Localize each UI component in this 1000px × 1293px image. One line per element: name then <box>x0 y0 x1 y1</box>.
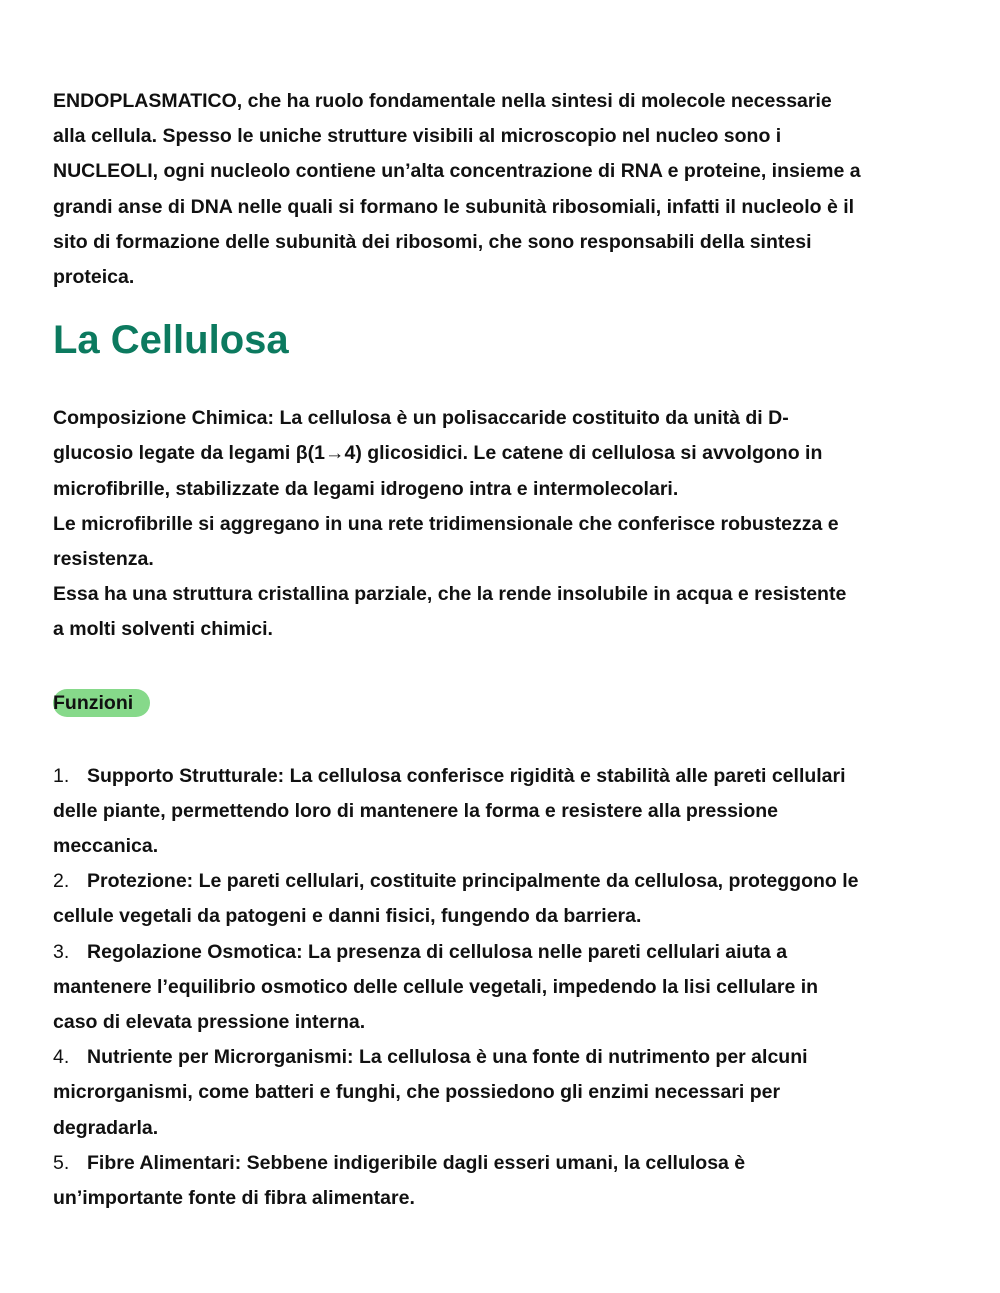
list-item-line: 4. Nutriente per Microrganismi: La cellulosa è una fonte di nutrimento per alcuni <box>53 1040 953 1075</box>
list-item-line: un’importante fonte di fibra alimentare. <box>53 1187 415 1210</box>
composition-line: Le microfibrille si aggregano in una rete tridimensionale che conferisce robustezza e <box>53 512 839 535</box>
list-item-line: microrganismi, come batteri e funghi, che possiedono gli enzimi necessari per <box>53 1081 781 1104</box>
list-number: 1. <box>53 764 70 787</box>
composition-line: Composizione Chimica: La cellulosa è un polisaccaride costituito da unità di D- <box>53 407 789 430</box>
intro-line: proteica. <box>53 266 135 289</box>
intro-line: sito di formazione delle subunità dei ribosomi, che sono responsabili della sintesi <box>53 230 812 253</box>
intro-line: grandi anse di DNA nelle quali si formano le subunità ribosomiali, infatti il nucleolo è il <box>53 195 855 218</box>
list-item-line: meccanica. <box>53 835 159 858</box>
list-number: 5. <box>53 1151 70 1174</box>
composition-line: Essa ha una struttura cristallina parziale, che la rende insolubile in acqua e resistente <box>53 583 847 606</box>
intro-paragraph <box>53 84 953 295</box>
list-item-line: 2. Protezione: Le pareti cellulari, costituite principalmente da cellulosa, proteggono le <box>53 864 953 899</box>
list-number: 3. <box>53 940 70 963</box>
list-item-line: delle piante, permettendo loro di mantenere la forma e resistere alla pressione <box>53 799 778 822</box>
composition-line: microfibrille, stabilizzate da legami idrogeno intra e intermolecolari. <box>53 477 679 500</box>
functions-highlight-label: Funzioni <box>53 689 150 717</box>
list-item-line: 5. Fibre Alimentari: Sebbene indigeribile dagli esseri umani, la cellulosa è <box>53 1146 953 1181</box>
document-page <box>53 84 953 1216</box>
composition-line: resistenza. <box>53 548 154 571</box>
list-item-line: caso di elevata pressione interna. <box>53 1011 366 1034</box>
list-number: 4. <box>53 1046 70 1069</box>
section-heading: La Cellulosa <box>53 318 289 363</box>
list-item-line: cellule vegetali da patogeni e danni fisici, fungendo da barriera. <box>53 905 642 928</box>
intro-line: alla cellula. Spesso le uniche strutture visibili al microscopio nel nucleo sono i <box>53 125 782 148</box>
intro-line: NUCLEOLI, ogni nucleolo contiene un’alta concentrazione di RNA e proteine, insieme a <box>53 160 861 183</box>
intro-line: ENDOPLASMATICO, che ha ruolo fondamentale nella sintesi di molecole necessarie <box>53 90 832 112</box>
composition-line: a molti solventi chimici. <box>53 618 273 641</box>
list-item-line: 3. Regolazione Osmotica: La presenza di cellulosa nelle pareti cellulari aiuta a <box>53 935 953 970</box>
composition-line: glucosio legate da legami β(1→4) glicosidici. Le catene di cellulosa si avvolgono in <box>53 442 823 465</box>
list-item-line: degradarla. <box>53 1116 159 1139</box>
list-item-line: 1. Supporto Strutturale: La cellulosa conferisce rigidità e stabilità alle pareti cellulari <box>53 759 953 794</box>
composition-paragraph <box>53 401 953 647</box>
list-item-line: mantenere l’equilibrio osmotico delle cellule vegetali, impedendo la lisi cellulare in <box>53 975 819 998</box>
functions-list <box>53 759 953 1217</box>
list-number: 2. <box>53 870 70 893</box>
